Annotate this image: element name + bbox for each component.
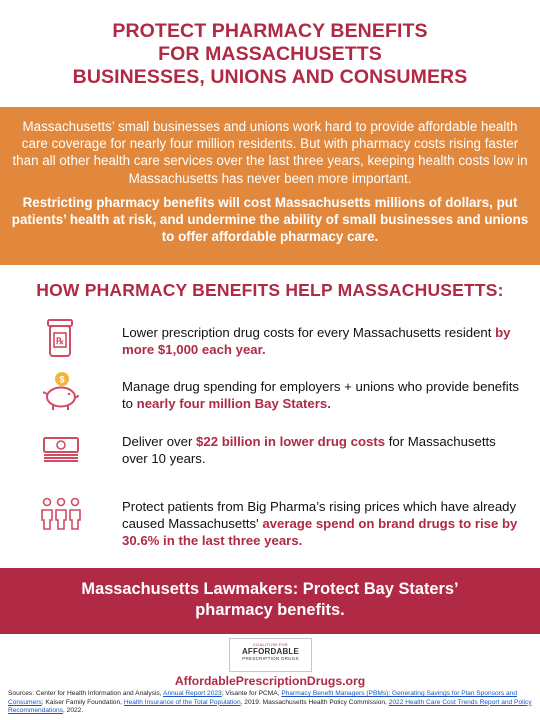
benefit-text: Protect patients from Big Pharma’s rising prices which have already caused Massachusetts' average spend on brand drugs to rise by 30.6% in the last three years. [122,499,518,548]
source-link[interactable]: Pharmacy Benefit Managers (PBMs): Generating Savings for Plan Sponsors and Consumers [8,690,517,706]
call-to-action-banner [0,568,540,634]
intro-paragraph: Massachusetts’ small businesses and unions work hard to provide affordable health care coverage for nearly four million residents. But with pharmacy costs rising faster than all other health care services over the last three years, keeping health costs low in Massachusetts has never been more important. [12,119,528,186]
website-url: AffordablePrescriptionDrugs.org [174,674,366,688]
intro-bold-paragraph: Restricting pharmacy benefits will cost Massachusetts millions of dollars, put patients’ health at risk, and undermine the ability of small businesses and unions to offer affordable pharmacy care. [11,194,529,245]
source-link[interactable]: Health Insurance of the Total Population [123,698,241,706]
piggy-bank-icon [40,370,82,412]
benefit-text: Manage drug spending for employers + unions who provide benefits to nearly four million Bay Staters. [122,379,519,411]
svg-text:$: $ [59,374,65,385]
cta-line: pharmacy benefits. [195,600,345,619]
title-line: BUSINESSES, UNIONS AND CONSUMERS [72,66,468,88]
benefit-text: Deliver over $22 billion in lower drug costs for Massachusetts over 10 years. [122,434,496,466]
coalition-logo: COALITION FOR AFFORDABLE PRESCRIPTION DRUGS [229,638,312,672]
title-line: PROTECT PHARMACY BENEFITS [112,20,428,42]
source-link[interactable]: Annual Report 2023 [163,690,222,697]
page-title [0,20,540,89]
sources-footnote: Sources: Center for Health Information and Analysis, Annual Report 2023; Visante for PCMA, Pharmacy Benefit Managers (PBMs): Generating Savings for Plan Sponsors and Consumers; Kaiser Family Foundation, Health Insurance of the Total Population, 2019. Massachusetts Health Policy Commission, 2022 Health Care Cost Trends Report and Policy Recommendations, 2022. [8,690,532,715]
intro-banner [0,107,540,265]
prescription-bottle-icon [40,318,82,360]
people-group-icon [40,496,82,538]
benefit-text: Lower prescription drug costs for every Massachusetts resident by more $1,000 each year. [122,325,511,357]
svg-text:℞: ℞ [55,336,65,346]
cta-line: Massachusetts Lawmakers: Protect Bay Staters’ [81,580,459,598]
money-stack-icon [40,434,82,476]
source-link[interactable]: 2022 Health Care Cost Trends Report and Policy Recommendations [8,698,532,715]
benefits-heading: HOW PHARMACY BENEFITS HELP MASSACHUSETTS: [36,280,504,300]
title-line: FOR MASSACHUSETTS [158,43,382,65]
